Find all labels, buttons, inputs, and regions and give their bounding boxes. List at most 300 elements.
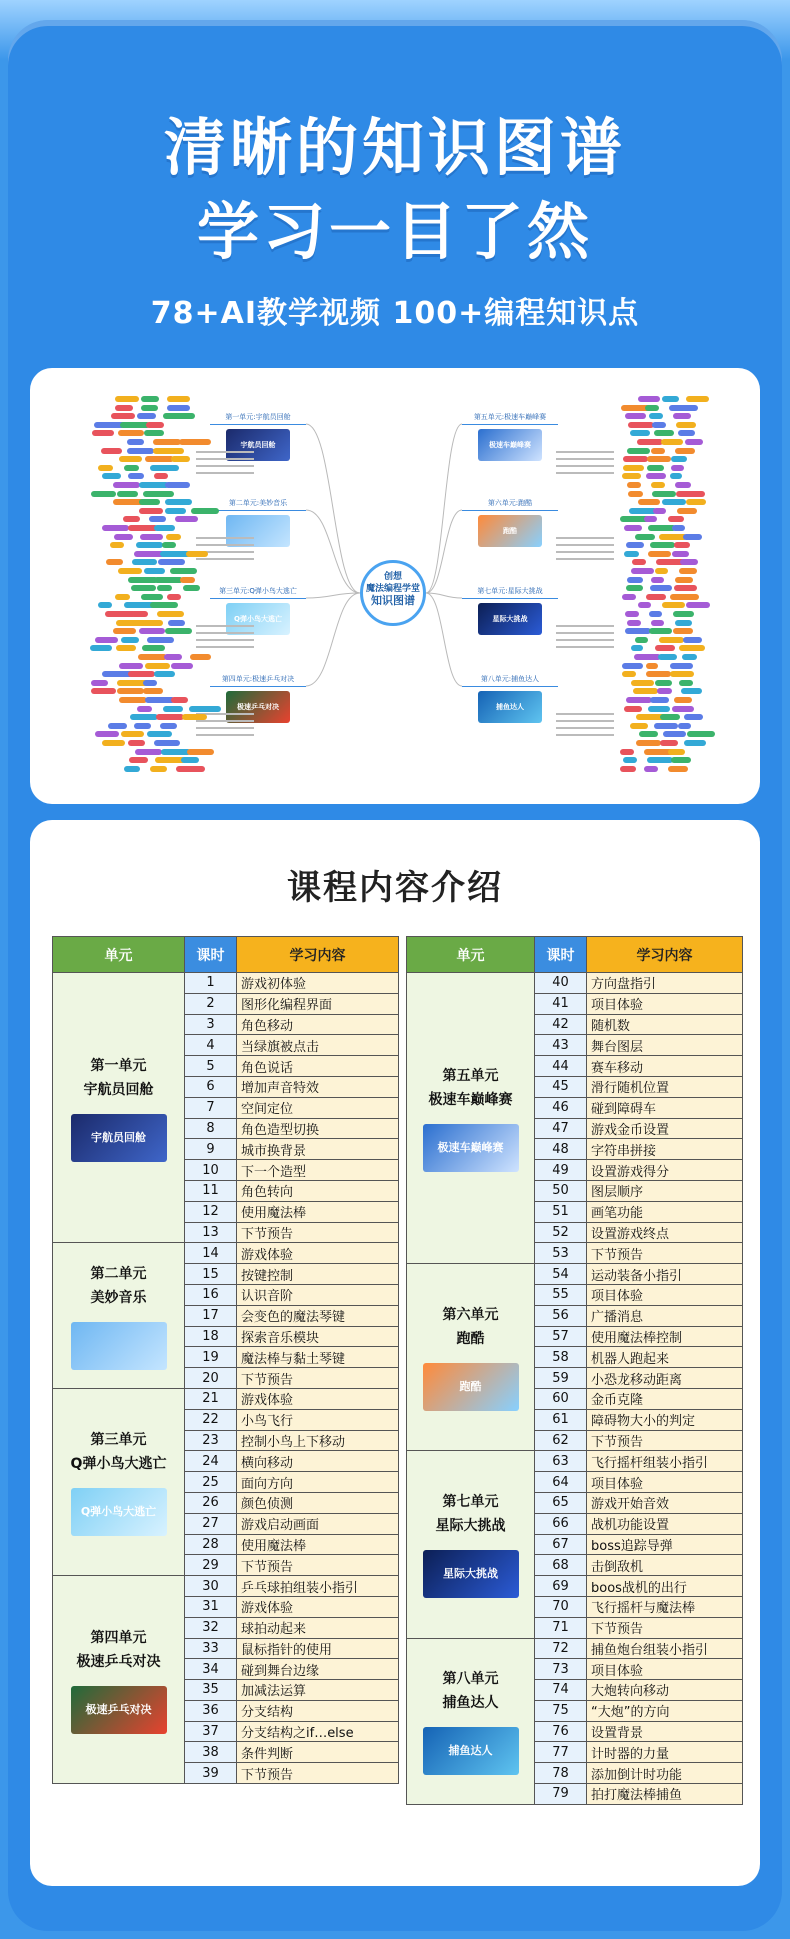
lesson-content: 使用魔法棒控制 bbox=[587, 1326, 743, 1347]
lesson-number: 14 bbox=[185, 1243, 237, 1264]
mindmap-code-block bbox=[624, 706, 642, 712]
lesson-content: 空间定位 bbox=[237, 1097, 399, 1118]
lesson-content: 画笔功能 bbox=[587, 1201, 743, 1222]
unit-cell bbox=[53, 1243, 185, 1389]
mindmap-code-block bbox=[638, 499, 660, 505]
lesson-number: 26 bbox=[185, 1492, 237, 1513]
lesson-row bbox=[53, 973, 399, 994]
mindmap-code-block bbox=[626, 542, 644, 548]
mindmap-code-block bbox=[179, 439, 210, 445]
lesson-content: 图形化编程界面 bbox=[237, 993, 399, 1014]
mindmap-code-block bbox=[653, 508, 666, 514]
mindmap-code-block bbox=[191, 508, 219, 514]
mindmap-unit-label: 第四单元:极速乒乓对决 bbox=[210, 674, 306, 687]
lesson-number: 77 bbox=[535, 1742, 587, 1763]
lesson-number: 41 bbox=[535, 993, 587, 1014]
lesson-content: 增加声音特效 bbox=[237, 1076, 399, 1097]
lesson-number: 67 bbox=[535, 1534, 587, 1555]
mindmap-branch bbox=[306, 424, 360, 593]
mindmap-code-block bbox=[662, 602, 685, 608]
mindmap-code-block bbox=[675, 482, 690, 488]
mindmap-code-block bbox=[650, 585, 672, 591]
mindmap-branch bbox=[306, 593, 360, 598]
mindmap-code-block bbox=[143, 491, 173, 497]
mindmap-code-block bbox=[121, 731, 144, 737]
lesson-content: 项目体验 bbox=[587, 1284, 743, 1305]
lesson-number: 50 bbox=[535, 1180, 587, 1201]
mindmap-code-block bbox=[150, 602, 178, 608]
mindmap-code-block bbox=[171, 697, 188, 703]
mindmap-code-block bbox=[154, 740, 180, 746]
mindmap-unit-image: 捕鱼达人 bbox=[478, 691, 542, 723]
mindmap-code-block bbox=[139, 508, 163, 514]
mindmap-code-block bbox=[661, 439, 683, 445]
mindmap-code-block bbox=[146, 422, 164, 428]
mindmap-code-block bbox=[163, 413, 195, 419]
mindmap-code-block bbox=[658, 654, 677, 660]
mindmap-code-block bbox=[687, 731, 715, 737]
lesson-number: 59 bbox=[535, 1368, 587, 1389]
mindmap-code-block bbox=[117, 688, 143, 694]
lesson-number: 8 bbox=[185, 1118, 237, 1139]
unit-cell bbox=[53, 1388, 185, 1575]
lesson-number: 76 bbox=[535, 1721, 587, 1742]
mindmap-code-block bbox=[673, 628, 693, 634]
mindmap-code-block bbox=[645, 405, 659, 411]
mindmap-code-block bbox=[167, 405, 190, 411]
lesson-content: 机器人跑起来 bbox=[587, 1347, 743, 1368]
mindmap-code-block bbox=[652, 491, 676, 497]
lesson-number: 16 bbox=[185, 1284, 237, 1305]
lesson-content: 鼠标指针的使用 bbox=[237, 1638, 399, 1659]
lesson-number: 5 bbox=[185, 1056, 237, 1077]
mindmap-code-block bbox=[625, 611, 639, 617]
mindmap-branch bbox=[426, 593, 462, 686]
mindmap-code-block bbox=[167, 594, 181, 600]
lesson-row bbox=[53, 1576, 399, 1597]
mindmap-code-block bbox=[111, 413, 135, 419]
mindmap-code-block bbox=[141, 405, 158, 411]
lesson-number: 42 bbox=[535, 1014, 587, 1035]
mindmap-code-block bbox=[655, 645, 675, 651]
mindmap-code-block bbox=[91, 491, 116, 497]
mindmap-note bbox=[556, 446, 614, 486]
mindmap-center bbox=[360, 560, 426, 626]
mindmap-code-block bbox=[182, 714, 207, 720]
lesson-number: 36 bbox=[185, 1700, 237, 1721]
lesson-number: 62 bbox=[535, 1430, 587, 1451]
mindmap-code-block bbox=[670, 473, 682, 479]
mindmap-code-block bbox=[671, 757, 691, 763]
unit-title: 跑酷 bbox=[456, 1331, 485, 1348]
lesson-content: 当绿旗被点击 bbox=[237, 1035, 399, 1056]
mindmap-unit-node bbox=[462, 674, 558, 723]
mindmap-code-block bbox=[623, 757, 637, 763]
lesson-number: 28 bbox=[185, 1534, 237, 1555]
lesson-content: 角色造型切换 bbox=[237, 1118, 399, 1139]
mindmap-code-block bbox=[646, 663, 658, 669]
lesson-content: 舞台图层 bbox=[587, 1035, 743, 1056]
mindmap-code-block bbox=[631, 568, 654, 574]
unit-number: 第一单元 bbox=[90, 1057, 147, 1074]
unit-thumbnail: 极速乒乓对决 bbox=[71, 1686, 167, 1734]
mindmap-code-block bbox=[167, 396, 190, 402]
lesson-number: 27 bbox=[185, 1513, 237, 1534]
mindmap-note bbox=[196, 446, 254, 486]
mindmap-code-block bbox=[668, 749, 685, 755]
mindmap-code-block bbox=[144, 568, 165, 574]
lesson-number: 18 bbox=[185, 1326, 237, 1347]
mindmap-code-block bbox=[115, 396, 139, 402]
header-num: 课时 bbox=[185, 937, 237, 973]
mindmap-code-block bbox=[668, 766, 688, 772]
mindmap-code-block bbox=[625, 413, 647, 419]
lesson-number: 38 bbox=[185, 1742, 237, 1763]
mindmap-code-block bbox=[116, 645, 136, 651]
mindmap-code-block bbox=[681, 688, 702, 694]
lesson-number: 21 bbox=[185, 1388, 237, 1409]
mindmap-code-block bbox=[652, 422, 666, 428]
mindmap-code-block bbox=[157, 611, 184, 617]
mindmap-code-block bbox=[670, 671, 694, 677]
lesson-number: 13 bbox=[185, 1222, 237, 1243]
mindmap-code-block bbox=[632, 559, 646, 565]
lesson-content: 会变色的魔法琴键 bbox=[237, 1305, 399, 1326]
mindmap-code-block bbox=[648, 551, 671, 557]
lesson-number: 56 bbox=[535, 1305, 587, 1326]
lesson-number: 32 bbox=[185, 1617, 237, 1638]
lesson-row bbox=[407, 973, 743, 994]
mindmap-code-block bbox=[627, 577, 643, 583]
mindmap-code-block bbox=[117, 491, 138, 497]
mindmap-note bbox=[556, 708, 614, 748]
mindmap-code-block bbox=[620, 766, 636, 772]
lesson-content: 游戏启动画面 bbox=[237, 1513, 399, 1534]
lesson-number: 48 bbox=[535, 1139, 587, 1160]
mindmap-code-block bbox=[189, 706, 221, 712]
mindmap-code-block bbox=[686, 396, 710, 402]
mindmap-unit-label: 第七单元:星际大挑战 bbox=[462, 586, 558, 599]
mindmap-code-block bbox=[673, 611, 694, 617]
mindmap-code-block bbox=[679, 645, 705, 651]
lesson-content: 下节预告 bbox=[587, 1243, 743, 1264]
mindmap-branch bbox=[426, 510, 462, 593]
mindmap-code-block bbox=[121, 637, 139, 643]
lesson-number: 54 bbox=[535, 1264, 587, 1285]
lesson-content: 图层顺序 bbox=[587, 1180, 743, 1201]
lesson-number: 47 bbox=[535, 1118, 587, 1139]
lesson-number: 34 bbox=[185, 1659, 237, 1680]
lesson-content: boss追踪导弹 bbox=[587, 1534, 743, 1555]
lesson-content: 小鸟飞行 bbox=[237, 1409, 399, 1430]
mindmap-code-block bbox=[622, 671, 636, 677]
lesson-content: 设置游戏得分 bbox=[587, 1160, 743, 1181]
mindmap-code-block bbox=[142, 620, 162, 626]
mindmap-code-block bbox=[124, 465, 138, 471]
mindmap-code-block bbox=[660, 740, 678, 746]
mindmap-code-block bbox=[92, 430, 113, 436]
mindmap-code-block bbox=[620, 749, 634, 755]
mindmap-code-block bbox=[147, 637, 173, 643]
mindmap-code-block bbox=[672, 706, 694, 712]
mindmap-code-block bbox=[154, 525, 175, 531]
mindmap-unit-label: 第一单元:宇航员回舱 bbox=[210, 412, 306, 425]
mindmap-code-block bbox=[119, 456, 141, 462]
lesson-number: 49 bbox=[535, 1160, 587, 1181]
mindmap-code-block bbox=[624, 551, 638, 557]
lesson-number: 58 bbox=[535, 1347, 587, 1368]
lesson-number: 15 bbox=[185, 1264, 237, 1285]
mindmap-code-block bbox=[670, 594, 699, 600]
lesson-content: 飞行摇杆与魔法棒 bbox=[587, 1596, 743, 1617]
lesson-content: 角色转向 bbox=[237, 1180, 399, 1201]
mindmap-code-block bbox=[622, 663, 643, 669]
mindmap-code-block bbox=[685, 439, 703, 445]
lesson-number: 2 bbox=[185, 993, 237, 1014]
mindmap-code-block bbox=[654, 430, 674, 436]
lesson-content: 使用魔法棒 bbox=[237, 1534, 399, 1555]
mindmap-unit-image: 极速车巅峰赛 bbox=[478, 429, 542, 461]
mindmap-code-block bbox=[684, 714, 703, 720]
mindmap-code-block bbox=[119, 697, 147, 703]
mindmap-code-block bbox=[176, 766, 205, 772]
lesson-content: 计时器的力量 bbox=[587, 1742, 743, 1763]
lesson-content: 分支结构之if…else bbox=[237, 1721, 399, 1742]
lesson-number: 20 bbox=[185, 1368, 237, 1389]
lesson-content: 拍打魔法棒捕鱼 bbox=[587, 1784, 743, 1805]
lesson-content: 方向盘指引 bbox=[587, 973, 743, 994]
lesson-number: 44 bbox=[535, 1056, 587, 1077]
lesson-content: 控制小鸟上下移动 bbox=[237, 1430, 399, 1451]
lesson-content: 字符串拼接 bbox=[587, 1139, 743, 1160]
mindmap-code-block bbox=[677, 508, 697, 514]
mindmap-code-block bbox=[171, 456, 190, 462]
lesson-number: 3 bbox=[185, 1014, 237, 1035]
lesson-number: 45 bbox=[535, 1076, 587, 1097]
mindmap-code-block bbox=[144, 430, 164, 436]
lesson-content: “大炮”的方向 bbox=[587, 1700, 743, 1721]
unit-cell bbox=[407, 1638, 535, 1804]
mindmap-code-block bbox=[141, 594, 164, 600]
mindmap-code-block bbox=[675, 577, 693, 583]
mindmap-code-block bbox=[132, 559, 157, 565]
unit-cell bbox=[53, 1576, 185, 1784]
mindmap-code-block bbox=[651, 448, 665, 454]
unit-thumbnail: 宇航员回舱 bbox=[71, 1114, 167, 1162]
mindmap-code-block bbox=[680, 559, 698, 565]
lesson-number: 78 bbox=[535, 1763, 587, 1784]
mindmap-code-block bbox=[171, 663, 193, 669]
lesson-content: 下节预告 bbox=[237, 1222, 399, 1243]
mindmap-code-block bbox=[627, 448, 650, 454]
mindmap-code-block bbox=[168, 620, 185, 626]
lesson-content: 游戏开始音效 bbox=[587, 1492, 743, 1513]
mindmap-code-block bbox=[127, 448, 154, 454]
lesson-content: 项目体验 bbox=[587, 993, 743, 1014]
unit-title: 极速车巅峰赛 bbox=[428, 1092, 513, 1109]
lesson-content: 赛车移动 bbox=[587, 1056, 743, 1077]
lesson-content: 障碍物大小的判定 bbox=[587, 1409, 743, 1430]
lesson-number: 9 bbox=[185, 1139, 237, 1160]
unit-number: 第二单元 bbox=[90, 1265, 147, 1282]
unit-title: Q弹小鸟大逃亡 bbox=[70, 1456, 167, 1473]
header-unit: 单元 bbox=[53, 937, 185, 973]
mindmap-code-block bbox=[113, 628, 136, 634]
course-table-left bbox=[52, 936, 399, 1784]
lesson-number: 63 bbox=[535, 1451, 587, 1472]
unit-title: 极速乒乓对决 bbox=[76, 1653, 161, 1670]
mindmap-code-block bbox=[626, 585, 642, 591]
lesson-number: 1 bbox=[185, 973, 237, 994]
header-content: 学习内容 bbox=[237, 937, 399, 973]
mindmap-code-block bbox=[91, 680, 108, 686]
hero-title-line2: 学习一目了然 bbox=[196, 195, 593, 268]
lesson-number: 31 bbox=[185, 1596, 237, 1617]
mindmap-code-block bbox=[678, 430, 695, 436]
hero-subtitle: 78+AI教学视频 100+编程知识点 bbox=[150, 296, 640, 331]
mindmap-note bbox=[556, 532, 614, 572]
unit-thumbnail bbox=[71, 1322, 167, 1370]
mindmap-code-block bbox=[655, 680, 672, 686]
unit-cell bbox=[407, 1451, 535, 1638]
lesson-content: 条件判断 bbox=[237, 1742, 399, 1763]
lesson-content: 加减法运算 bbox=[237, 1680, 399, 1701]
mindmap-code-block bbox=[138, 654, 166, 660]
lesson-number: 72 bbox=[535, 1638, 587, 1659]
mindmap-center-line1: 创想 bbox=[383, 572, 402, 582]
lesson-number: 68 bbox=[535, 1555, 587, 1576]
lesson-number: 51 bbox=[535, 1201, 587, 1222]
lesson-content: 随机数 bbox=[587, 1014, 743, 1035]
mindmap-code-block bbox=[635, 534, 655, 540]
header-num: 课时 bbox=[535, 937, 587, 973]
mindmap-code-block bbox=[101, 448, 122, 454]
mindmap-code-block bbox=[108, 723, 127, 729]
mindmap-code-block bbox=[90, 645, 112, 651]
unit-number: 第四单元 bbox=[90, 1629, 147, 1646]
lesson-content: 击倒敌机 bbox=[587, 1555, 743, 1576]
mindmap-code-block bbox=[623, 456, 648, 462]
lesson-number: 75 bbox=[535, 1700, 587, 1721]
lesson-number: 10 bbox=[185, 1160, 237, 1181]
mindmap-code-block bbox=[145, 663, 170, 669]
mindmap-code-block bbox=[186, 551, 207, 557]
mindmap-center-line3: 知识图谱 bbox=[371, 594, 415, 607]
mindmap-code-block bbox=[130, 714, 158, 720]
lesson-content: 下节预告 bbox=[237, 1763, 399, 1784]
mindmap-code-block bbox=[674, 542, 690, 548]
mindmap-code-block bbox=[660, 714, 680, 720]
mindmap-branch bbox=[426, 424, 462, 593]
mindmap-code-block bbox=[622, 594, 636, 600]
lesson-number: 12 bbox=[185, 1201, 237, 1222]
mindmap-code-block bbox=[663, 731, 686, 737]
mindmap-code-block bbox=[139, 628, 165, 634]
lesson-content: 金币克隆 bbox=[587, 1388, 743, 1409]
lesson-number: 29 bbox=[185, 1555, 237, 1576]
lesson-number: 53 bbox=[535, 1243, 587, 1264]
mindmap-code-block bbox=[140, 534, 163, 540]
lesson-content: 项目体验 bbox=[587, 1472, 743, 1493]
lesson-number: 37 bbox=[185, 1721, 237, 1742]
lesson-number: 64 bbox=[535, 1472, 587, 1493]
mindmap-code-block bbox=[139, 499, 160, 505]
mindmap-code-block bbox=[102, 525, 129, 531]
hero-title-line1: 清晰的知识图谱 bbox=[163, 111, 626, 184]
lesson-number: 22 bbox=[185, 1409, 237, 1430]
mindmap-code-block bbox=[628, 491, 642, 497]
lesson-number: 65 bbox=[535, 1492, 587, 1513]
lesson-number: 66 bbox=[535, 1513, 587, 1534]
mindmap-code-block bbox=[128, 740, 144, 746]
mindmap-code-block bbox=[91, 688, 115, 694]
lesson-content: 下节预告 bbox=[587, 1617, 743, 1638]
lesson-content: 角色移动 bbox=[237, 1014, 399, 1035]
mindmap-code-block bbox=[98, 602, 112, 608]
mindmap-code-block bbox=[137, 413, 156, 419]
lesson-content: 运动装备小指引 bbox=[587, 1264, 743, 1285]
mindmap-unit-label: 第六单元:跑酷 bbox=[462, 498, 558, 511]
mindmap-note bbox=[556, 620, 614, 660]
mindmap-code-block bbox=[678, 723, 691, 729]
mindmap-code-block bbox=[170, 568, 197, 574]
mindmap-code-block bbox=[649, 611, 662, 617]
mindmap-code-block bbox=[102, 740, 125, 746]
mindmap-code-block bbox=[153, 448, 184, 454]
mindmap-code-block bbox=[646, 671, 671, 677]
mindmap-unit-image: 跑酷 bbox=[478, 515, 542, 547]
lesson-number: 11 bbox=[185, 1180, 237, 1201]
lesson-number: 46 bbox=[535, 1097, 587, 1118]
mindmap-code-block bbox=[686, 602, 709, 608]
mindmap-code-block bbox=[638, 396, 661, 402]
lesson-number: 33 bbox=[185, 1638, 237, 1659]
mindmap-code-block bbox=[659, 637, 685, 643]
mindmap-code-block bbox=[134, 723, 151, 729]
mindmap-code-block bbox=[682, 654, 697, 660]
unit-number: 第八单元 bbox=[442, 1671, 499, 1688]
mindmap-code-block bbox=[637, 439, 662, 445]
lesson-content: 颜色侦测 bbox=[237, 1492, 399, 1513]
lesson-content: 大炮转向移动 bbox=[587, 1680, 743, 1701]
mindmap-code-block bbox=[149, 516, 166, 522]
mindmap-code-block bbox=[135, 749, 162, 755]
mindmap-unit-node bbox=[462, 498, 558, 547]
mindmap-code-block bbox=[113, 482, 140, 488]
mindmap-code-block bbox=[650, 542, 675, 548]
lesson-number: 7 bbox=[185, 1097, 237, 1118]
mindmap-code-block bbox=[650, 697, 669, 703]
mindmap-code-block bbox=[684, 740, 706, 746]
lesson-content: 添加倒计时功能 bbox=[587, 1763, 743, 1784]
lesson-number: 23 bbox=[185, 1430, 237, 1451]
mindmap-code-block bbox=[142, 645, 165, 651]
lesson-content: 使用魔法棒 bbox=[237, 1201, 399, 1222]
unit-title: 捕鱼达人 bbox=[442, 1695, 499, 1712]
mindmap-code-block bbox=[119, 663, 144, 669]
mindmap-code-block bbox=[635, 637, 649, 643]
mindmap-code-block bbox=[165, 508, 186, 514]
mindmap-code-block bbox=[631, 680, 654, 686]
mindmap-code-block bbox=[628, 422, 654, 428]
mindmap-code-block bbox=[686, 499, 706, 505]
lesson-content: 下节预告 bbox=[237, 1368, 399, 1389]
mindmap-code-block bbox=[671, 456, 687, 462]
lesson-content: 游戏体验 bbox=[237, 1388, 399, 1409]
lesson-number: 43 bbox=[535, 1035, 587, 1056]
lesson-content: 魔法棒与黏土琴键 bbox=[237, 1347, 399, 1368]
mindmap-code-block bbox=[668, 516, 683, 522]
